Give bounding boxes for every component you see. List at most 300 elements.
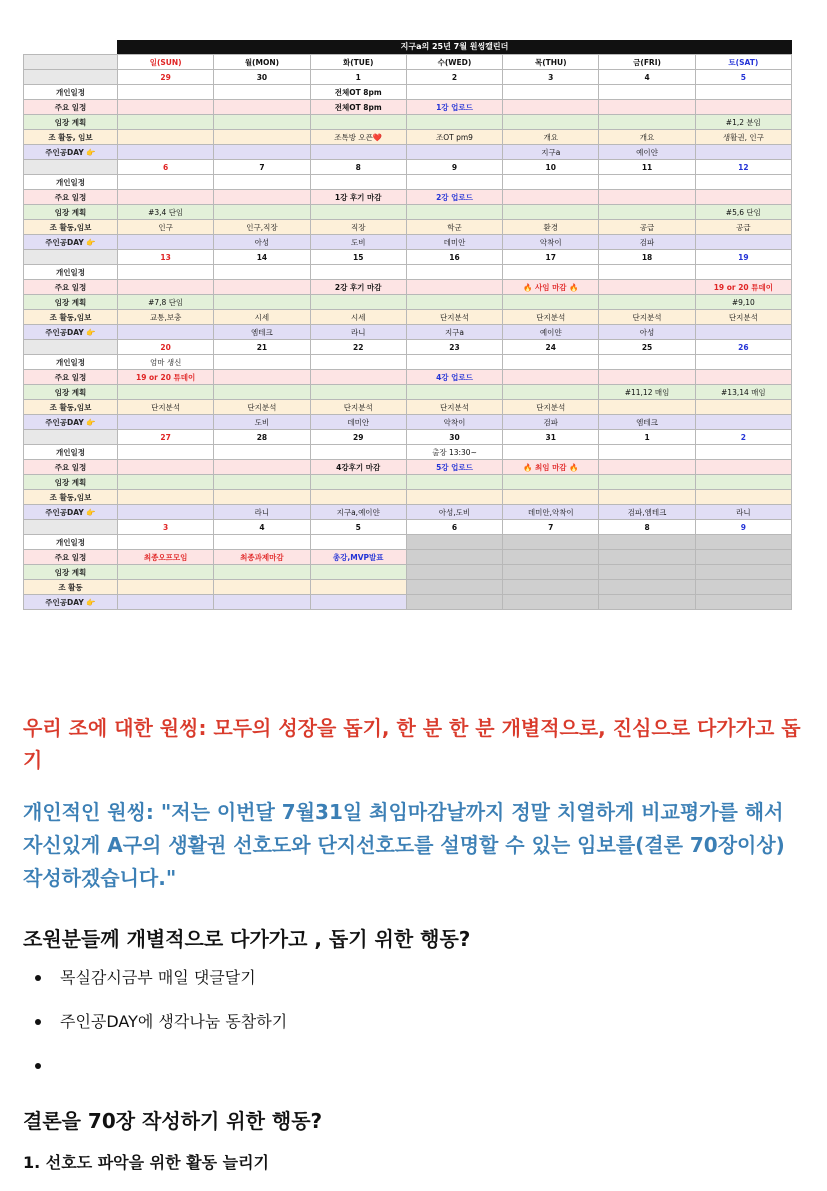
calendar-cell [503,175,599,190]
date-cell: 30 [406,430,502,445]
calendar-cell [695,370,791,385]
calendar-cell [310,595,406,610]
day-header: 토(SAT) [695,55,791,70]
calendar-row-hero [24,505,792,520]
date-cell: 3 [118,520,214,535]
calendar-cell [695,190,791,205]
list-item[interactable] [23,1051,803,1095]
date-cell: 12 [695,160,791,175]
date-cell: 14 [214,250,310,265]
calendar-cell [118,490,214,505]
calendar-cell [503,550,599,565]
date-cell: 7 [214,160,310,175]
calendar-cell [214,580,310,595]
calendar-cell [695,535,791,550]
calendar-cell: #13,14 매임 [695,385,791,400]
calendar-cell [599,280,695,295]
calendar-cell: 검파,엠테크 [599,505,695,520]
calendar-cell [118,175,214,190]
calendar-cell: 조OT pm9 [406,130,502,145]
calendar-cell [214,595,310,610]
calendar-cell [503,100,599,115]
calendar-row-activity [24,400,792,415]
day-header: 목(THU) [503,55,599,70]
calendar-date-row [24,70,792,85]
calendar-header-row [24,55,792,70]
calendar-cell [118,595,214,610]
row-label: 개인일정 [24,355,118,370]
calendar-cell: 엠테크 [214,325,310,340]
calendar-cell [503,265,599,280]
calendar-cell [599,100,695,115]
calendar-row-main [24,370,792,385]
calendar-cell: 1강 업로드 [406,100,502,115]
row-label: 조 활동,임보 [24,220,118,235]
date-cell: 5 [310,520,406,535]
calendar-cell: 단지분석 [406,400,502,415]
row-label: 주인공DAY 👉 [24,595,118,610]
row-label: 주요 일정 [24,190,118,205]
label-cell [24,520,118,535]
calendar-cell: 전체OT 8pm [310,100,406,115]
date-cell: 8 [599,520,695,535]
calendar-cell [599,175,695,190]
calendar-row-main [24,100,792,115]
calendar-cell [406,475,502,490]
day-header: 월(MON) [214,55,310,70]
calendar-cell: 2강 후기 마감 [310,280,406,295]
row-label: 임장 계획 [24,385,118,400]
date-cell: 25 [599,340,695,355]
date-cell: 8 [310,160,406,175]
row-label: 주요 일정 [24,280,118,295]
calendar-cell [503,565,599,580]
date-cell: 28 [214,430,310,445]
calendar-row-hero [24,415,792,430]
date-cell: 16 [406,250,502,265]
calendar-cell [214,205,310,220]
calendar-row-hero [24,235,792,250]
date-cell: 21 [214,340,310,355]
calendar-cell [310,535,406,550]
calendar-cell [406,580,502,595]
subheading-preference: 1. 선호도 파악을 위한 활동 늘리기 [23,1153,269,1172]
calendar-cell [118,85,214,100]
calendar-row-activity [24,310,792,325]
calendar-cell: 엠테크 [599,415,695,430]
calendar-cell [406,565,502,580]
calendar-row-hero [24,145,792,160]
calendar-row-plan [24,295,792,310]
calendar-cell: 출장 13:30~ [406,445,502,460]
row-label: 주요 일정 [24,100,118,115]
calendar-cell [406,490,502,505]
calendar-date-row [24,250,792,265]
day-header: 금(FRI) [599,55,695,70]
calendar-cell [118,580,214,595]
calendar-cell [118,145,214,160]
calendar-cell: 엄마 생신 [118,355,214,370]
calendar-cell [599,295,695,310]
calendar-cell [406,295,502,310]
calendar-cell [214,295,310,310]
calendar-cell: 검파 [503,415,599,430]
calendar-cell: #9,10 [695,295,791,310]
calendar-table [23,54,792,610]
date-cell: 24 [503,340,599,355]
date-cell: 11 [599,160,695,175]
calendar-cell [695,175,791,190]
calendar-cell [695,490,791,505]
calendar-row-main [24,280,792,295]
action-list [23,963,803,1095]
calendar-cell [214,115,310,130]
heading-team-actions: 조원분들께 개별적으로 다가가고 , 돕기 위한 행동? [23,927,471,951]
row-label: 주요 일정 [24,460,118,475]
calendar-row-main [24,550,792,565]
calendar-cell [599,85,695,100]
calendar [23,40,792,610]
date-cell: 23 [406,340,502,355]
calendar-cell: 19 or 20 튜데이 [695,280,791,295]
calendar-row-main [24,460,792,475]
calendar-cell [406,355,502,370]
calendar-row-plan [24,565,792,580]
calendar-cell [599,595,695,610]
calendar-cell: 아성 [214,235,310,250]
calendar-cell: 아성,도비 [406,505,502,520]
calendar-cell [214,370,310,385]
label-cell [24,340,118,355]
date-cell: 7 [503,520,599,535]
row-label: 개인일정 [24,85,118,100]
calendar-cell: 데미안,악착이 [503,505,599,520]
row-label: 조 활동,임보 [24,400,118,415]
day-header: 일(SUN) [118,55,214,70]
calendar-cell [310,490,406,505]
calendar-cell [695,100,791,115]
calendar-cell [599,565,695,580]
calendar-cell [503,445,599,460]
date-cell: 17 [503,250,599,265]
calendar-cell: 데미안 [406,235,502,250]
date-cell: 27 [118,430,214,445]
bullet-icon [35,1019,41,1025]
calendar-cell [214,85,310,100]
date-cell: 6 [118,160,214,175]
calendar-cell: 환경 [503,220,599,235]
calendar-cell: 단지분석 [503,400,599,415]
calendar-cell [214,355,310,370]
calendar-cell [214,175,310,190]
calendar-cell: 아성 [599,325,695,340]
calendar-cell [118,130,214,145]
date-cell: 9 [695,520,791,535]
calendar-row-personal [24,355,792,370]
calendar-row-personal [24,265,792,280]
calendar-cell [118,190,214,205]
bullet-icon [35,975,41,981]
calendar-cell: 인구 [118,220,214,235]
calendar-cell [406,145,502,160]
calendar-row-activity [24,220,792,235]
calendar-cell: 예이얀 [503,325,599,340]
calendar-cell [695,460,791,475]
calendar-cell [695,265,791,280]
calendar-cell [118,475,214,490]
row-label: 주요 일정 [24,550,118,565]
list-item: 주인공DAY에 생각나눔 동참하기 [23,1007,803,1051]
calendar-cell: #3,4 단임 [118,205,214,220]
calendar-row-personal [24,175,792,190]
calendar-cell [118,565,214,580]
date-cell: 15 [310,250,406,265]
calendar-cell: 최종오프모임 [118,550,214,565]
row-label: 주인공DAY 👉 [24,235,118,250]
calendar-cell [118,385,214,400]
calendar-row-personal [24,85,792,100]
calendar-cell [214,280,310,295]
calendar-date-row [24,520,792,535]
row-label: 조 활동 [24,580,118,595]
calendar-cell: 개요 [503,130,599,145]
calendar-cell [310,565,406,580]
date-cell: 30 [214,70,310,85]
calendar-cell: 지구a [406,325,502,340]
calendar-cell [406,85,502,100]
row-label: 주인공DAY 👉 [24,415,118,430]
calendar-cell: 직장 [310,220,406,235]
calendar-cell [118,115,214,130]
calendar-cell: #11,12 매임 [599,385,695,400]
row-label: 임장 계획 [24,295,118,310]
calendar-row-plan [24,205,792,220]
calendar-cell [503,580,599,595]
calendar-cell: 1강 후기 마감 [310,190,406,205]
calendar-cell [118,265,214,280]
calendar-cell: 4강 업로드 [406,370,502,385]
date-cell: 20 [118,340,214,355]
row-label: 조 활동,임보 [24,310,118,325]
date-cell: 1 [599,430,695,445]
bullet-icon [35,1063,41,1069]
calendar-cell [695,475,791,490]
row-label: 주요 일정 [24,370,118,385]
date-cell: 5 [695,70,791,85]
calendar-cell: 예이얀 [599,145,695,160]
calendar-cell [214,385,310,400]
calendar-cell [503,490,599,505]
label-cell [24,250,118,265]
team-one-thing: 우리 조에 대한 원씽: 모두의 성장을 돕기, 한 분 한 분 개별적으로, 진심으로 다가가고 돕기 [23,716,801,772]
calendar-cell [599,475,695,490]
calendar-cell: 2강 업로드 [406,190,502,205]
calendar-row-hero [24,325,792,340]
calendar-cell: 학군 [406,220,502,235]
row-label: 주인공DAY 👉 [24,325,118,340]
calendar-cell [503,115,599,130]
calendar-cell [503,370,599,385]
calendar-cell [310,205,406,220]
list-item: 목실감시금부 매일 댓글달기 [23,963,803,1007]
day-header: 수(WED) [406,55,502,70]
calendar-cell [695,580,791,595]
date-cell: 18 [599,250,695,265]
date-cell: 2 [406,70,502,85]
calendar-row-activity [24,130,792,145]
calendar-cell [599,550,695,565]
calendar-cell: 라니 [310,325,406,340]
calendar-cell [118,535,214,550]
date-cell: 29 [310,430,406,445]
calendar-cell: 시세 [214,310,310,325]
calendar-cell: 지구a [503,145,599,160]
calendar-cell: 최종과제마감 [214,550,310,565]
calendar-cell [310,175,406,190]
calendar-cell: 교통,보충 [118,310,214,325]
calendar-cell [118,325,214,340]
calendar-cell [118,235,214,250]
calendar-cell [214,445,310,460]
calendar-cell: 도비 [310,235,406,250]
heading-conclusion-actions: 결론을 70장 작성하기 위한 행동? [23,1109,323,1133]
calendar-cell [503,190,599,205]
calendar-cell: 도비 [214,415,310,430]
calendar-cell [406,385,502,400]
calendar-cell [118,445,214,460]
row-label: 개인일정 [24,535,118,550]
row-label: 주인공DAY 👉 [24,145,118,160]
day-header: 화(TUE) [310,55,406,70]
calendar-cell [406,280,502,295]
calendar-cell: 라니 [214,505,310,520]
calendar-cell [310,295,406,310]
calendar-cell: 전체OT 8pm [310,85,406,100]
calendar-cell [503,475,599,490]
calendar-cell [599,190,695,205]
calendar-cell [118,280,214,295]
calendar-cell: 4강후기 마감 [310,460,406,475]
calendar-cell: 단지분석 [406,310,502,325]
calendar-cell [599,460,695,475]
calendar-cell [118,100,214,115]
calendar-row-activity [24,580,792,595]
personal-one-thing: 개인적인 원씽: "저는 이번달 7월31일 최임마감날까지 정말 치열하게 비교평가를 해서 자신있게 A구의 생활권 선호도와 단지선호도를 설명할 수 있는 임보를(결론 70장이상) 작성하겠습니다." [23,800,785,890]
calendar-cell [599,205,695,220]
calendar-cell [695,415,791,430]
calendar-cell: 단지분석 [118,400,214,415]
calendar-cell: 검파 [599,235,695,250]
calendar-cell: 🔥 최임 마감 🔥 [503,460,599,475]
calendar-cell [406,535,502,550]
calendar-cell: 단지분석 [214,400,310,415]
date-cell: 3 [503,70,599,85]
date-cell: 29 [118,70,214,85]
calendar-cell [599,370,695,385]
calendar-cell [406,115,502,130]
date-cell: 4 [214,520,310,535]
calendar-cell [406,550,502,565]
row-label: 임장 계획 [24,475,118,490]
calendar-row-activity [24,490,792,505]
calendar-cell [310,355,406,370]
calendar-cell [599,490,695,505]
calendar-cell [503,355,599,370]
calendar-cell: 단지분석 [503,310,599,325]
label-cell [24,160,118,175]
calendar-cell [695,550,791,565]
date-cell: 2 [695,430,791,445]
row-label: 조 활동,임보 [24,490,118,505]
calendar-cell [310,445,406,460]
calendar-row-plan [24,475,792,490]
calendar-cell [695,565,791,580]
calendar-cell [310,265,406,280]
row-label: 조 활동, 임보 [24,130,118,145]
calendar-cell: 지구a,예이얀 [310,505,406,520]
row-label: 임장 계획 [24,565,118,580]
calendar-cell [503,595,599,610]
calendar-cell [214,145,310,160]
calendar-cell [695,145,791,160]
calendar-row-plan [24,385,792,400]
calendar-cell [214,565,310,580]
calendar-date-row [24,340,792,355]
date-cell: 13 [118,250,214,265]
calendar-cell [503,85,599,100]
calendar-cell: #5,6 단임 [695,205,791,220]
calendar-cell: 공급 [599,220,695,235]
corner-cell [24,55,118,70]
date-cell: 26 [695,340,791,355]
calendar-cell [599,580,695,595]
calendar-cell: 생활권, 인구 [695,130,791,145]
calendar-cell [503,295,599,310]
row-label: 개인일정 [24,445,118,460]
calendar-cell: #1,2 분임 [695,115,791,130]
calendar-cell [310,115,406,130]
label-cell [24,70,118,85]
calendar-cell [214,265,310,280]
calendar-cell: 개요 [599,130,695,145]
date-cell: 9 [406,160,502,175]
calendar-cell [695,235,791,250]
date-cell: 22 [310,340,406,355]
calendar-cell [214,490,310,505]
calendar-cell: 단지분석 [310,400,406,415]
calendar-cell: 단지분석 [599,310,695,325]
calendar-cell [214,535,310,550]
calendar-row-personal [24,445,792,460]
calendar-cell [118,415,214,430]
date-cell: 19 [695,250,791,265]
date-cell: 31 [503,430,599,445]
calendar-cell: 단지분석 [695,310,791,325]
calendar-cell [310,385,406,400]
calendar-cell [310,370,406,385]
calendar-cell: 총강,MVP발표 [310,550,406,565]
calendar-cell [214,190,310,205]
calendar-cell: 악착이 [503,235,599,250]
row-label: 개인일정 [24,175,118,190]
calendar-row-plan [24,115,792,130]
calendar-cell [599,445,695,460]
calendar-row-hero [24,595,792,610]
calendar-date-row [24,430,792,445]
date-cell: 1 [310,70,406,85]
date-cell: 10 [503,160,599,175]
row-label: 임장 계획 [24,115,118,130]
